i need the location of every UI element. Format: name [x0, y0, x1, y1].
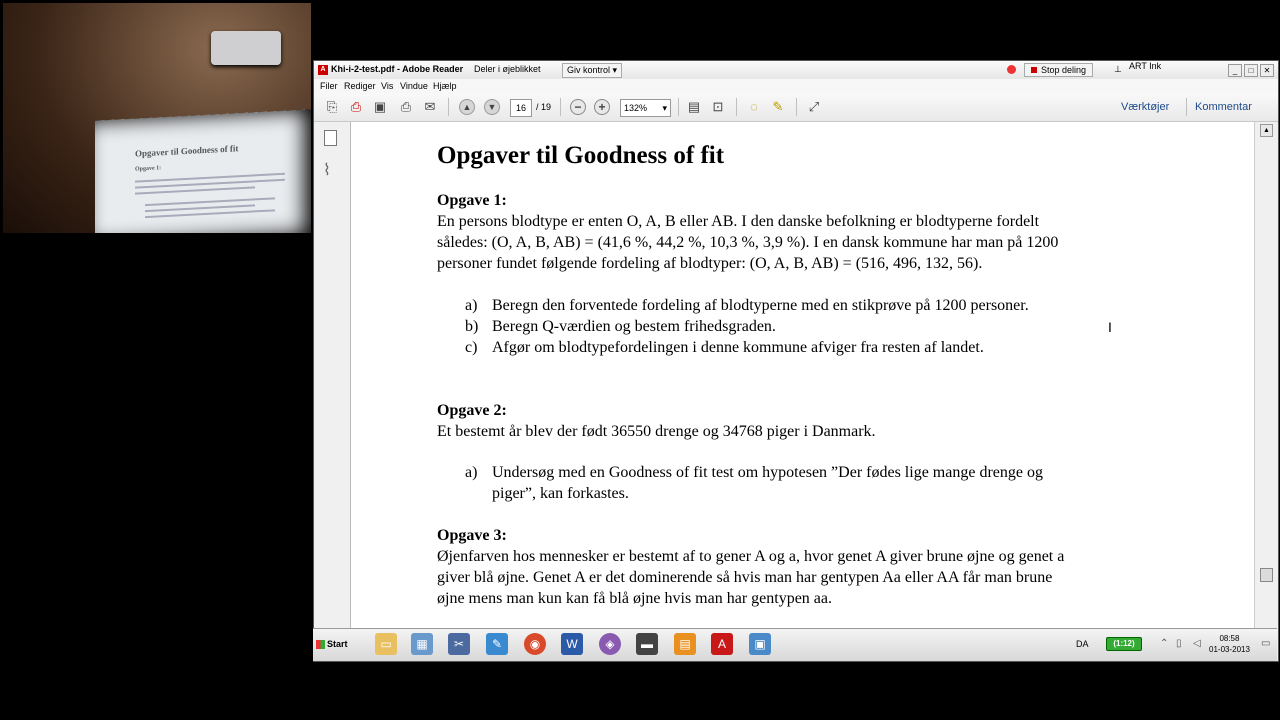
tools-app-icon[interactable]: ✂	[448, 633, 470, 655]
projected-title: Opgaver til Goodness of fit	[135, 143, 239, 159]
task1-line: personer fundet følgende fordeling af blodtyper: (O, A, B, AB) = (516, 496, 132, 56).	[437, 255, 983, 272]
page-total: / 19	[536, 102, 552, 112]
language-indicator[interactable]: DA	[1076, 639, 1089, 649]
toolbar-separator	[736, 98, 737, 116]
menu-file[interactable]: Filer	[320, 81, 338, 91]
page-number-input[interactable]: 16	[510, 99, 532, 117]
tray-expand-icon[interactable]: ⌃	[1160, 638, 1169, 649]
full-screen-icon[interactable]: ⤢	[808, 99, 820, 114]
menu-view[interactable]: Vis	[381, 81, 394, 91]
task1-item: Beregn den forventede fordeling af blodtyperne med en stikprøve på 1200 personer.	[492, 297, 1029, 314]
menu-help[interactable]: Hjælp	[433, 81, 457, 91]
task2-line: Et bestemt år blev der født 36550 drenge og 34768 piger i Danmark.	[437, 423, 876, 440]
task2-item-continued: piger”, kan forkastes.	[492, 485, 629, 502]
toolbar-separator	[560, 98, 561, 116]
stop-icon	[1031, 67, 1037, 73]
print-icon[interactable]: ⎙	[400, 99, 412, 114]
battery-indicator[interactable]: (1:12)	[1106, 637, 1142, 651]
chrome-icon[interactable]: ◉	[524, 633, 546, 655]
task2-item: Undersøg med en Goodness of fit test om hypotesen ”Der fødes lige mange drenge og	[492, 464, 1043, 481]
task1-line: En persons blodtype er enten O, A, B eller AB. I den danske befolkning er blodtyperne fordelt	[437, 213, 1040, 230]
minimize-button[interactable]: _	[1228, 64, 1242, 77]
task2-heading: Opgave 2:	[437, 402, 507, 419]
adobe-reader-icon: A	[318, 65, 328, 75]
title-bar	[314, 61, 1278, 80]
task1-item-marker: b)	[465, 318, 479, 335]
fit-page-icon[interactable]: ▤	[687, 99, 701, 114]
create-pdf-icon[interactable]: ⎘	[326, 99, 338, 114]
show-desktop-icon[interactable]: ▭	[1261, 638, 1271, 649]
network-icon[interactable]: ▦	[411, 633, 433, 655]
media-icon[interactable]: ◈	[599, 633, 621, 655]
task1-item: Beregn Q-værdien og bestem frihedsgraden.	[492, 318, 776, 335]
task3-line: øjne mens man kun kan få blå øjne hvis man har gentypen aa.	[437, 590, 832, 607]
sharing-status: Deler i øjeblikket	[474, 64, 541, 74]
menu-window[interactable]: Vindue	[400, 81, 428, 91]
fit-width-icon[interactable]: ⊡	[712, 99, 724, 114]
adobe-reader-window	[313, 60, 1279, 662]
chevron-down-icon: ▾	[662, 103, 667, 113]
menu-bar	[314, 79, 1278, 93]
system-clock[interactable]	[1209, 633, 1250, 655]
windows-logo-icon	[316, 640, 325, 649]
toolbar-separator	[1186, 98, 1187, 116]
page-thumbnails-icon[interactable]	[324, 130, 337, 146]
art-ink-toolbar[interactable]: ART Ink	[1129, 61, 1162, 71]
editor-icon[interactable]: ✎	[486, 633, 508, 655]
acrobat-icon[interactable]: A	[711, 633, 733, 655]
task3-line: Øjenfarven hos mennesker er bestemt af to gener A og a, hvor genet A giver brune øjne og genet a	[437, 548, 1065, 565]
office-icon[interactable]: ▤	[674, 633, 696, 655]
clock-time: 08:58	[1219, 634, 1240, 643]
save-icon[interactable]: ▣	[373, 99, 387, 114]
task3-heading: Opgave 3:	[437, 527, 507, 544]
text-cursor-icon: I	[1108, 319, 1112, 335]
toolbar	[314, 93, 1278, 122]
task3-line: giver blå øjne. Genet A er det dominerende så hvis man har gentypen Aa eller AA får man brune	[437, 569, 1053, 586]
vertical-scrollbar[interactable]	[1254, 122, 1278, 661]
highlight-icon[interactable]: ✎	[772, 99, 784, 114]
email-icon[interactable]: ✉	[424, 99, 436, 114]
comment-pane-button[interactable]: Kommentar	[1195, 101, 1252, 113]
zoom-level-select[interactable]: 132% ▾	[620, 99, 671, 117]
task1-item-marker: c)	[465, 339, 478, 356]
usb-icon[interactable]: ▯	[1176, 638, 1182, 649]
zoom-in-icon[interactable]: +	[594, 99, 610, 115]
explorer-icon[interactable]: ▭	[375, 633, 397, 655]
projected-line	[145, 197, 275, 206]
task1-heading: Opgave 1:	[437, 192, 507, 209]
toolbar-separator	[678, 98, 679, 116]
monitor-icon[interactable]: ▬	[636, 633, 658, 655]
app-title: A Khi-i-2-test.pdf - Adobe Reader	[318, 64, 463, 75]
give-control-dropdown[interactable]: Giv kontrol ▾	[562, 63, 622, 78]
projected-screen	[95, 109, 311, 233]
next-page-icon[interactable]: ▼	[484, 99, 500, 115]
projector-image	[211, 31, 281, 65]
task2-item-marker: a)	[465, 464, 478, 481]
projected-heading: Opgave 1:	[135, 165, 162, 173]
toolbar-separator	[796, 98, 797, 116]
task1-line: således: (O, A, B, AB) = (41,6 %, 44,2 %, 10,3 %, 3,9 %). I en dansk kommune har man på 1200	[437, 234, 1059, 251]
screen-share-icon[interactable]: ▣	[749, 633, 771, 655]
start-button[interactable]: Start	[316, 636, 354, 652]
clock-date: 01-03-2013	[1209, 645, 1250, 654]
recording-icon	[1007, 65, 1016, 74]
sticky-note-icon[interactable]: ◌	[750, 99, 758, 114]
zoom-out-icon[interactable]: −	[570, 99, 586, 115]
volume-icon[interactable]: ◁	[1193, 638, 1201, 649]
maximize-button[interactable]: □	[1244, 64, 1258, 77]
export-pdf-icon[interactable]: ⎙	[350, 99, 362, 114]
webcam-video	[3, 3, 311, 233]
attachments-icon[interactable]: ⌇	[323, 162, 331, 179]
previous-page-icon[interactable]: ▲	[459, 99, 475, 115]
toolbar-separator	[448, 98, 449, 116]
taskbar	[313, 628, 1277, 661]
menu-edit[interactable]: Rediger	[344, 81, 376, 91]
stop-sharing-button[interactable]: Stop deling	[1024, 63, 1093, 77]
task1-item-marker: a)	[465, 297, 478, 314]
scrollbar-thumb[interactable]	[1260, 568, 1273, 582]
close-button[interactable]: ✕	[1260, 64, 1274, 77]
word-icon[interactable]: W	[561, 633, 583, 655]
tools-pane-button[interactable]: Værktøjer	[1121, 101, 1170, 113]
task1-item: Afgør om blodtypefordelingen i denne kommune afviger fra resten af landet.	[492, 339, 984, 356]
navigation-pane	[314, 122, 351, 661]
scroll-up-icon[interactable]: ▲	[1260, 124, 1273, 137]
pdf-page	[351, 122, 1254, 661]
document-title: Opgaver til Goodness of fit	[437, 142, 725, 169]
pin-icon[interactable]: ⊥	[1114, 64, 1122, 74]
